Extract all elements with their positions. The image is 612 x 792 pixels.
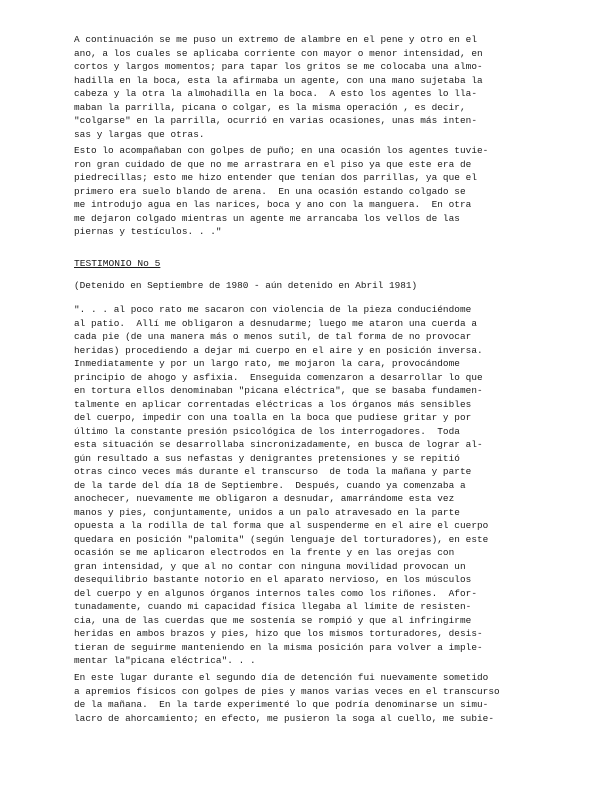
text-line: de la mañana. En la tarde experimenté lo que podría denominarse un simu- bbox=[74, 699, 489, 710]
text-line: sas y largas que otras. bbox=[74, 128, 205, 140]
text-line: heridas en ambos brazos y pies, hizo que los mismos torturadores, desis- bbox=[74, 628, 483, 639]
text-line: otras cinco veces más durante el transcurso de toda la mañana y parte bbox=[74, 466, 472, 477]
text-line: gún resultado a sus nefastas y denigrantes pretensiones y se repitió bbox=[74, 452, 460, 464]
text-line: opuesta a la rodilla de tal forma que al suspenderme en el aire el cuerpo bbox=[74, 520, 489, 531]
text-line: tunadamente, cuando mi capacidad física llegaba al límite de resisten- bbox=[74, 601, 472, 612]
text-line: cortos y largos momentos; para tapar los gritos se me colocaba una almo- bbox=[74, 61, 483, 72]
text-line: desequilibrio bastante notorio en el aparato nervioso, en los músculos bbox=[74, 574, 472, 585]
text-line: piernas y testículos. . ." bbox=[74, 226, 222, 237]
text-line: del cuerpo y en algunos órganos internos tales como los riñones. Afor- bbox=[74, 587, 477, 599]
text-line: me introdujo agua en las narices, boca y ano con la manguera. En otra bbox=[74, 199, 472, 210]
text-line: gran intensidad, y que al no contar con ninguna movilidad provocan un bbox=[74, 560, 466, 572]
paragraph-second-day bbox=[74, 671, 524, 725]
text-line: mentar la"picana eléctrica". . . bbox=[74, 655, 256, 666]
paragraph-blows-and-parrillas bbox=[74, 144, 524, 239]
text-line: del cuerpo, impedir con una toalla en la boca que pudiese gritar y por bbox=[74, 412, 472, 423]
text-line: talmente en aplicar correntadas eléctricas a los órganos más sensibles bbox=[74, 398, 472, 410]
text-line: hadilla en la boca, esta la afirmaba un agente, con una mano sujetaba la bbox=[74, 74, 483, 86]
text-line: ano, a los cuales se aplicaba corriente con mayor o menor intensidad, en bbox=[74, 47, 483, 59]
text-line: cia, una de las cuerdas que me sostenía se rompió y que al infringirme bbox=[74, 614, 472, 626]
text-line: anochecer, nuevamente me obligaron a desnudar, amarrándome esta vez bbox=[74, 493, 455, 504]
text-line: Inmediatamente y por un largo rato, me mojaron la cara, provocándome bbox=[74, 358, 460, 369]
text-line: en tortura ellos denominaban "picana eléctrica", que se basaba fundamen- bbox=[74, 385, 483, 396]
text-line: esta situación se desarrollaba sincronizadamente, en busca de lograr al- bbox=[74, 439, 483, 450]
testimony-heading: TESTIMONIO No 5 bbox=[74, 258, 161, 269]
text-line: quedara en posición "palomita" (según lenguaje del torturadores), en este bbox=[74, 533, 489, 545]
text-line: de la tarde del día 18 de Septiembre. Después, cuando ya comenzaba a bbox=[74, 479, 466, 491]
text-line: A continuación se me puso un extremo de alambre en el pene y otro en el bbox=[74, 34, 477, 45]
text-line: "colgarse" en la parrilla, ocurrió en varias ocasiones, unas más inten- bbox=[74, 115, 477, 126]
text-line: ocasión se me aplicaron electrodos en la frente y en las orejas con bbox=[74, 547, 455, 558]
text-line: principio de ahogo y asfixia. Enseguida comenzaron a desarrollar lo que bbox=[74, 371, 483, 383]
text-line: lacro de ahorcamiento; en efecto, me pusieron la soga al cuello, me subie- bbox=[74, 712, 495, 724]
text-line: ron gran cuidado de que no me arrastrara en el piso ya que este era de bbox=[74, 158, 472, 170]
text-line: a apremios físicos con golpes de pies y manos varias veces en el transcurso bbox=[74, 685, 500, 697]
paragraph-testimony-quote bbox=[74, 303, 524, 668]
text-line: cabeza y la otra la almohadilla en la boca. A esto los agentes lo lla- bbox=[74, 88, 477, 99]
text-line: En este lugar durante el segundo día de detención fui nuevamente sometido bbox=[74, 672, 489, 683]
text-line: último la constante presión psicológica de los interrogadores. Toda bbox=[74, 425, 460, 437]
text-line: Esto lo acompañaban con golpes de puño; en una ocasión los agentes tuvie- bbox=[74, 145, 489, 156]
detention-dates: (Detenido en Septiembre de 1980 - aún detenido en Abril 1981) bbox=[74, 280, 418, 291]
text-line: ". . . al poco rato me sacaron con violencia de la pieza conduciéndome bbox=[74, 304, 472, 315]
text-line: manos y pies, conjuntamente, unidos a un palo atravesado en la parte bbox=[74, 506, 460, 518]
text-line: tieran de seguirme manteniendo en la misma posición para volver a imple- bbox=[74, 641, 483, 653]
text-line: me dejaron colgado mientras un agente me arrancaba los vellos de las bbox=[74, 212, 460, 224]
paragraph-torture-description bbox=[74, 33, 524, 141]
text-line: heridas) procediendo a dejar mi cuerpo en el aire y en posición inversa. bbox=[74, 344, 483, 356]
text-line: al patio. Allí me obligaron a desnudarme; luego me ataron una cuerda a bbox=[74, 317, 477, 329]
text-line: piedrecillas; esto me hizo entender que tenían dos parrillas, ya que el bbox=[74, 172, 477, 183]
text-line: maban la parrilla, picana o colgar, es la misma operación , es decir, bbox=[74, 101, 466, 113]
text-line: primero era suelo blando de arena. En una ocasión estando colgado se bbox=[74, 185, 466, 197]
text-line: cada pie (de una manera más o menos sutil, de tal forma de no provocar bbox=[74, 331, 472, 342]
